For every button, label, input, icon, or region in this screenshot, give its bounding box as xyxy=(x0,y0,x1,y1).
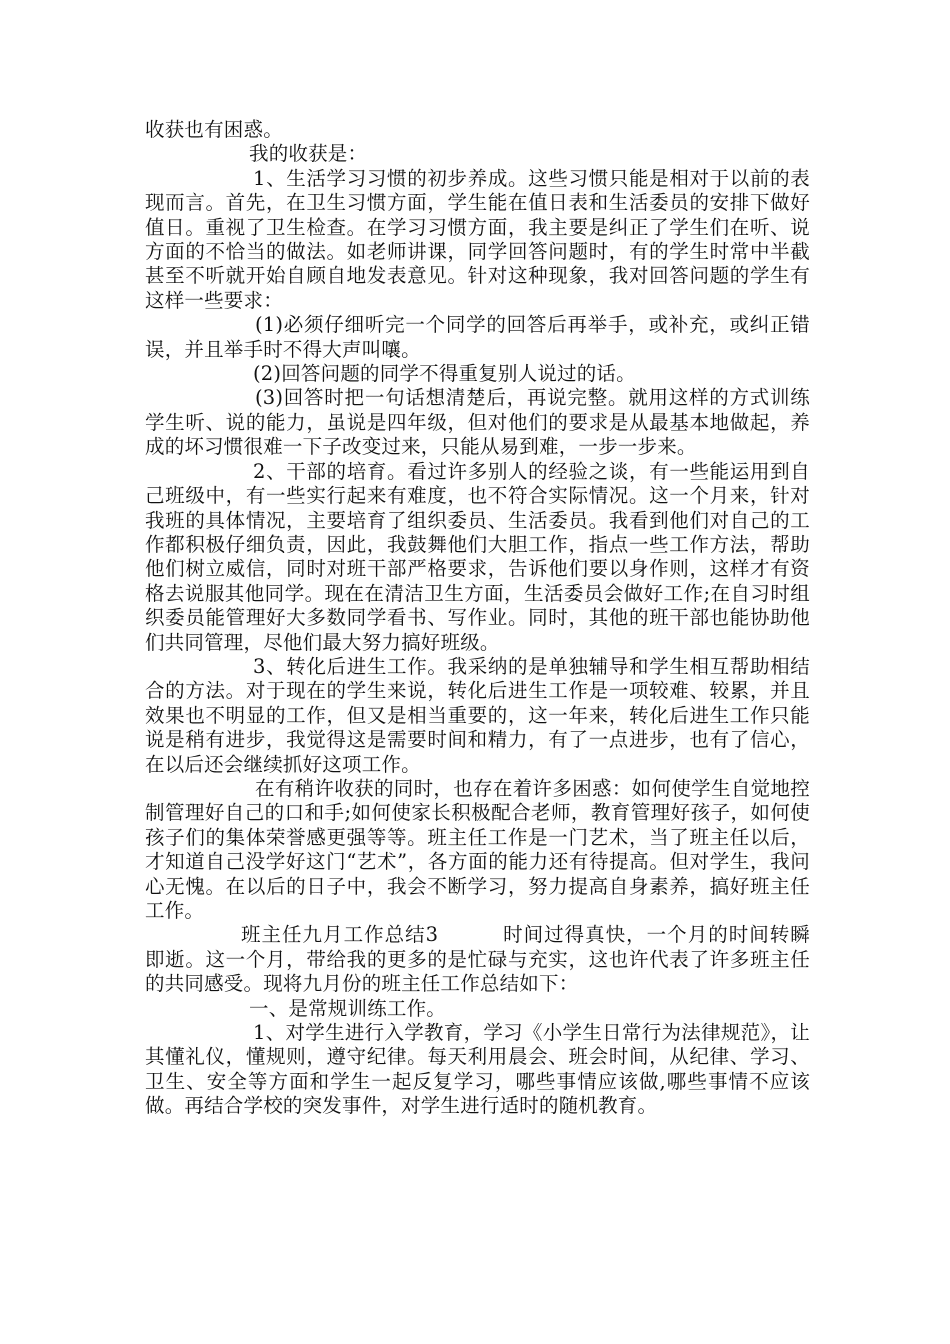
section-intro: 时间过得真快，一个月的时间转瞬即逝。这一个月，带给我的更多的是忙碌与充实，这也许代表了许多班主任的共同感受。现将九月份的班主任工作总结如下： xyxy=(145,923,810,996)
paragraph-requirement-1: (1)必须仔细听完一个同学的回答后再举手，或补充，或纠正错误，并且举手时不得大声叫嚷。 xyxy=(145,313,810,361)
document-body xyxy=(145,118,810,1119)
paragraph-gains-heading: 我的收获是： xyxy=(249,142,368,166)
paragraph-confusions: 在有稍许收获的同时，也存在着许多困惑：如何使学生自觉地控制管理好自己的口和手;如何使家长积极配合老师，教育管理好孩子，如何使孩子们的集体荣誉感更强等等。班主任工作是一门艺术，当了班主任以后，才知道自己没学好这门“艺术”，各方面的能力还有待提高。但对学生，我问心无愧。在以后的日子中，我会不断学习，努力提高自身素养，搞好班主任工作。 xyxy=(145,776,810,922)
paragraph-summary-3 xyxy=(145,923,810,996)
paragraph-requirement-2: (2)回答问题的同学不得重复别人说过的话。 xyxy=(253,362,636,386)
paragraph-intro-end: 收获也有困惑。 xyxy=(145,118,283,141)
paragraph-requirement-3: (3)回答时把一句话想清楚后，再说完整。就用这样的方式训练学生听、说的能力，虽说是四年级，但对他们的要求是从最基本地做起，养成的坏习惯很难一下子改变过来，只能从易到难，一步一步来。 xyxy=(145,386,810,459)
paragraph-habits: 1、生活学习习惯的初步养成。这些习惯只能是相对于以前的表现而言。首先，在卫生习惯方面，学生能在值日表和生活委员的安排下做好值日。重视了卫生检查。在学习习惯方面，我主要是纠正了学生们在听、说方面的不恰当的做法。如老师讲课，同学回答问题时，有的学生时常中半截甚至不听就开始自顾自地发表意见。针对这种现象，我对回答问题的学生有这样一些要求： xyxy=(145,166,810,312)
section-title: 班主任九月工作总结3 xyxy=(241,923,439,947)
paragraph-routine-heading: 一、是常规训练工作。 xyxy=(249,996,447,1020)
paragraph-underachievers: 3、转化后进生工作。我采纳的是单独辅导和学生相互帮助相结合的方法。对于现在的学生来说，转化后进生工作是一项较难、较累，并且效果也不明显的工作，但又是相当重要的，这一年来，转化后进生工作只能说是稍有进步，我觉得这是需要时间和精力，有了一点进步，也有了信心，在以后还会继续抓好这项工作。 xyxy=(145,654,810,776)
paragraph-cadre-training: 2、干部的培育。看过许多别人的经验之谈，有一些能运用到自己班级中，有一些实行起来有难度，也不符合实际情况。这一个月来，针对我班的具体情况，主要培育了组织委员、生活委员。我看到他们对自己的工作都积极仔细负责，因此，我鼓舞他们大胆工作，指点一些工作方法，帮助他们树立威信，同时对班干部严格要求，告诉他们要以身作则，这样才有资格去说服其他同学。现在在清洁卫生方面，生活委员会做好工作;在自习时组织委员能管理好大多数同学看书、写作业。同时，其他的班干部也能协助他们共同管理，尽他们最大努力搞好班级。 xyxy=(145,459,810,654)
paragraph-entrance-education: 1、对学生进行入学教育，学习《小学生日常行为法律规范》，让其懂礼仪，懂规则，遵守纪律。每天利用晨会、班会时间，从纪律、学习、卫生、安全等方面和学生一起反复学习，哪些事情应该做,哪些事情不应该做。再结合学校的突发事件，对学生进行适时的随机教育。 xyxy=(145,1021,810,1118)
